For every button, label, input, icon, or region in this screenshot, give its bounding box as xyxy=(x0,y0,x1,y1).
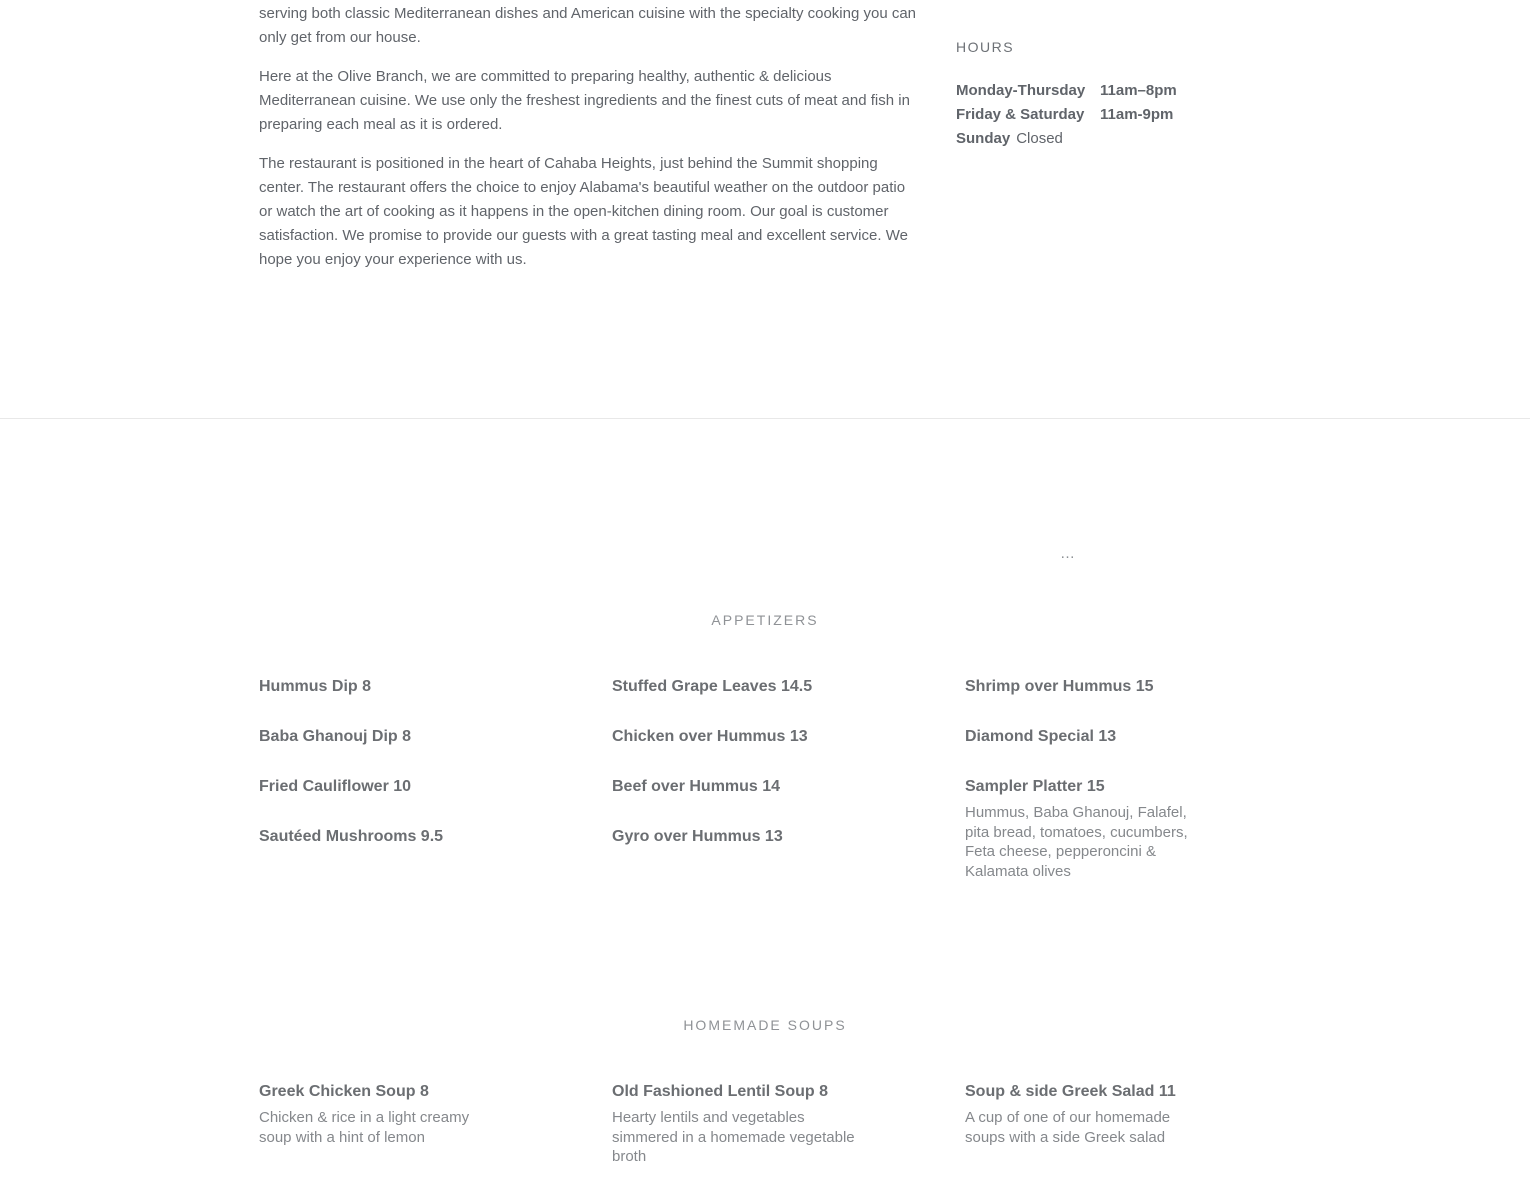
menu-item xyxy=(965,726,1271,748)
menu-item-name: Old Fashioned Lentil Soup 8 xyxy=(612,1083,829,1100)
menu-item xyxy=(259,826,565,848)
menu-item-name: Fried Cauliflower 10 xyxy=(259,778,412,795)
menu-item-name: Hummus Dip 8 xyxy=(259,678,372,695)
menu-item xyxy=(612,776,918,798)
menu-item xyxy=(259,776,565,798)
menu-item-name: Sautéed Mushrooms 9.5 xyxy=(259,828,444,845)
about-paragraph: The restaurant is positioned in the heart of Cahaba Heights, just behind the Summit shopping center. The restaurant offers the choice to enjoy Alabama's beautiful weather on the outdoor patio or watch the art of cooking as it happens in the open-kitchen dining room. Our goal is customer satisfaction. We promise to provide our guests with a great tasting meal and excellent service. We hope you enjoy your experience with us. xyxy=(259,155,908,268)
about-paragraph: serving both classic Mediterranean dishes and American cuisine with the specialty cooking you can only get from our house. xyxy=(259,5,917,46)
gallery-ellipsis: … xyxy=(1060,545,1075,562)
menu-item xyxy=(612,726,918,748)
menu-section-title-soups: HOMEMADE SOUPS xyxy=(683,1017,847,1033)
about-paragraph: Here at the Olive Branch, we are committed to preparing healthy, authentic & delicious Mediterranean cuisine. We use only the freshest ingredients and the finest cuts of meat and fish in preparing each meal as it is ordered. xyxy=(259,68,910,133)
hours-day-label: Friday & Saturday xyxy=(956,106,1085,123)
menu-item-name: Chicken over Hummus 13 xyxy=(612,728,808,745)
menu-column xyxy=(259,1081,565,1195)
menu-item xyxy=(965,1081,1271,1147)
menu-section xyxy=(0,418,1530,1195)
menu-column xyxy=(965,1081,1271,1195)
hours-time-value: 11am-9pm xyxy=(1100,106,1174,123)
menu-item-description: Chicken & rice in a light creamy soup with a hint of lemon xyxy=(259,1109,470,1146)
hours-time-value: Closed xyxy=(1016,130,1063,147)
menu-item xyxy=(612,1081,918,1167)
menu-item-name: Soup & side Greek Salad 11 xyxy=(965,1083,1176,1100)
menu-column xyxy=(965,676,1271,909)
menu-item-name: Greek Chicken Soup 8 xyxy=(259,1083,429,1100)
menu-item xyxy=(965,776,1271,881)
hours-row xyxy=(956,79,1286,103)
menu-item-description: Hummus, Baba Ghanouj, Falafel, pita bread, tomatoes, cucumbers, Feta cheese, pepperoncini & Kalamata olives xyxy=(965,804,1188,880)
hours-row xyxy=(956,103,1286,127)
appetizers-columns xyxy=(0,676,1530,909)
menu-item-name: Baba Ghanouj Dip 8 xyxy=(259,728,412,745)
menu-item-name: Beef over Hummus 14 xyxy=(612,778,781,795)
menu-column xyxy=(612,1081,918,1195)
about-section xyxy=(0,0,1530,287)
menu-item-name: Diamond Special 13 xyxy=(965,728,1117,745)
menu-item-name: Sampler Platter 15 xyxy=(965,778,1105,795)
hours-time-value: 11am–8pm xyxy=(1100,82,1177,99)
menu-item-name: Stuffed Grape Leaves 14.5 xyxy=(612,678,813,695)
menu-item-description: Hearty lentils and vegetables simmered in a homemade vegetable broth xyxy=(612,1109,855,1165)
hours-title: HOURS xyxy=(956,39,1015,55)
menu-item-description: A cup of one of our homemade soups with a side Greek salad xyxy=(965,1109,1171,1146)
menu-item xyxy=(965,676,1271,698)
menu-item-name: Gyro over Hummus 13 xyxy=(612,828,783,845)
hours-day-label: Sunday xyxy=(956,130,1011,147)
about-text-column xyxy=(259,2,920,287)
menu-section-title-appetizers: APPETIZERS xyxy=(711,612,819,628)
hours-panel xyxy=(956,2,1286,287)
menu-item xyxy=(259,726,565,748)
menu-item xyxy=(612,826,918,848)
menu-item xyxy=(259,676,565,698)
menu-item xyxy=(259,1081,565,1147)
soups-columns xyxy=(0,1081,1530,1195)
menu-item-name: Shrimp over Hummus 15 xyxy=(965,678,1154,695)
hours-day-label: Monday-Thursday xyxy=(956,82,1086,99)
menu-column xyxy=(612,676,918,909)
menu-column xyxy=(259,676,565,909)
menu-item xyxy=(612,676,918,698)
hours-row xyxy=(956,127,1286,151)
